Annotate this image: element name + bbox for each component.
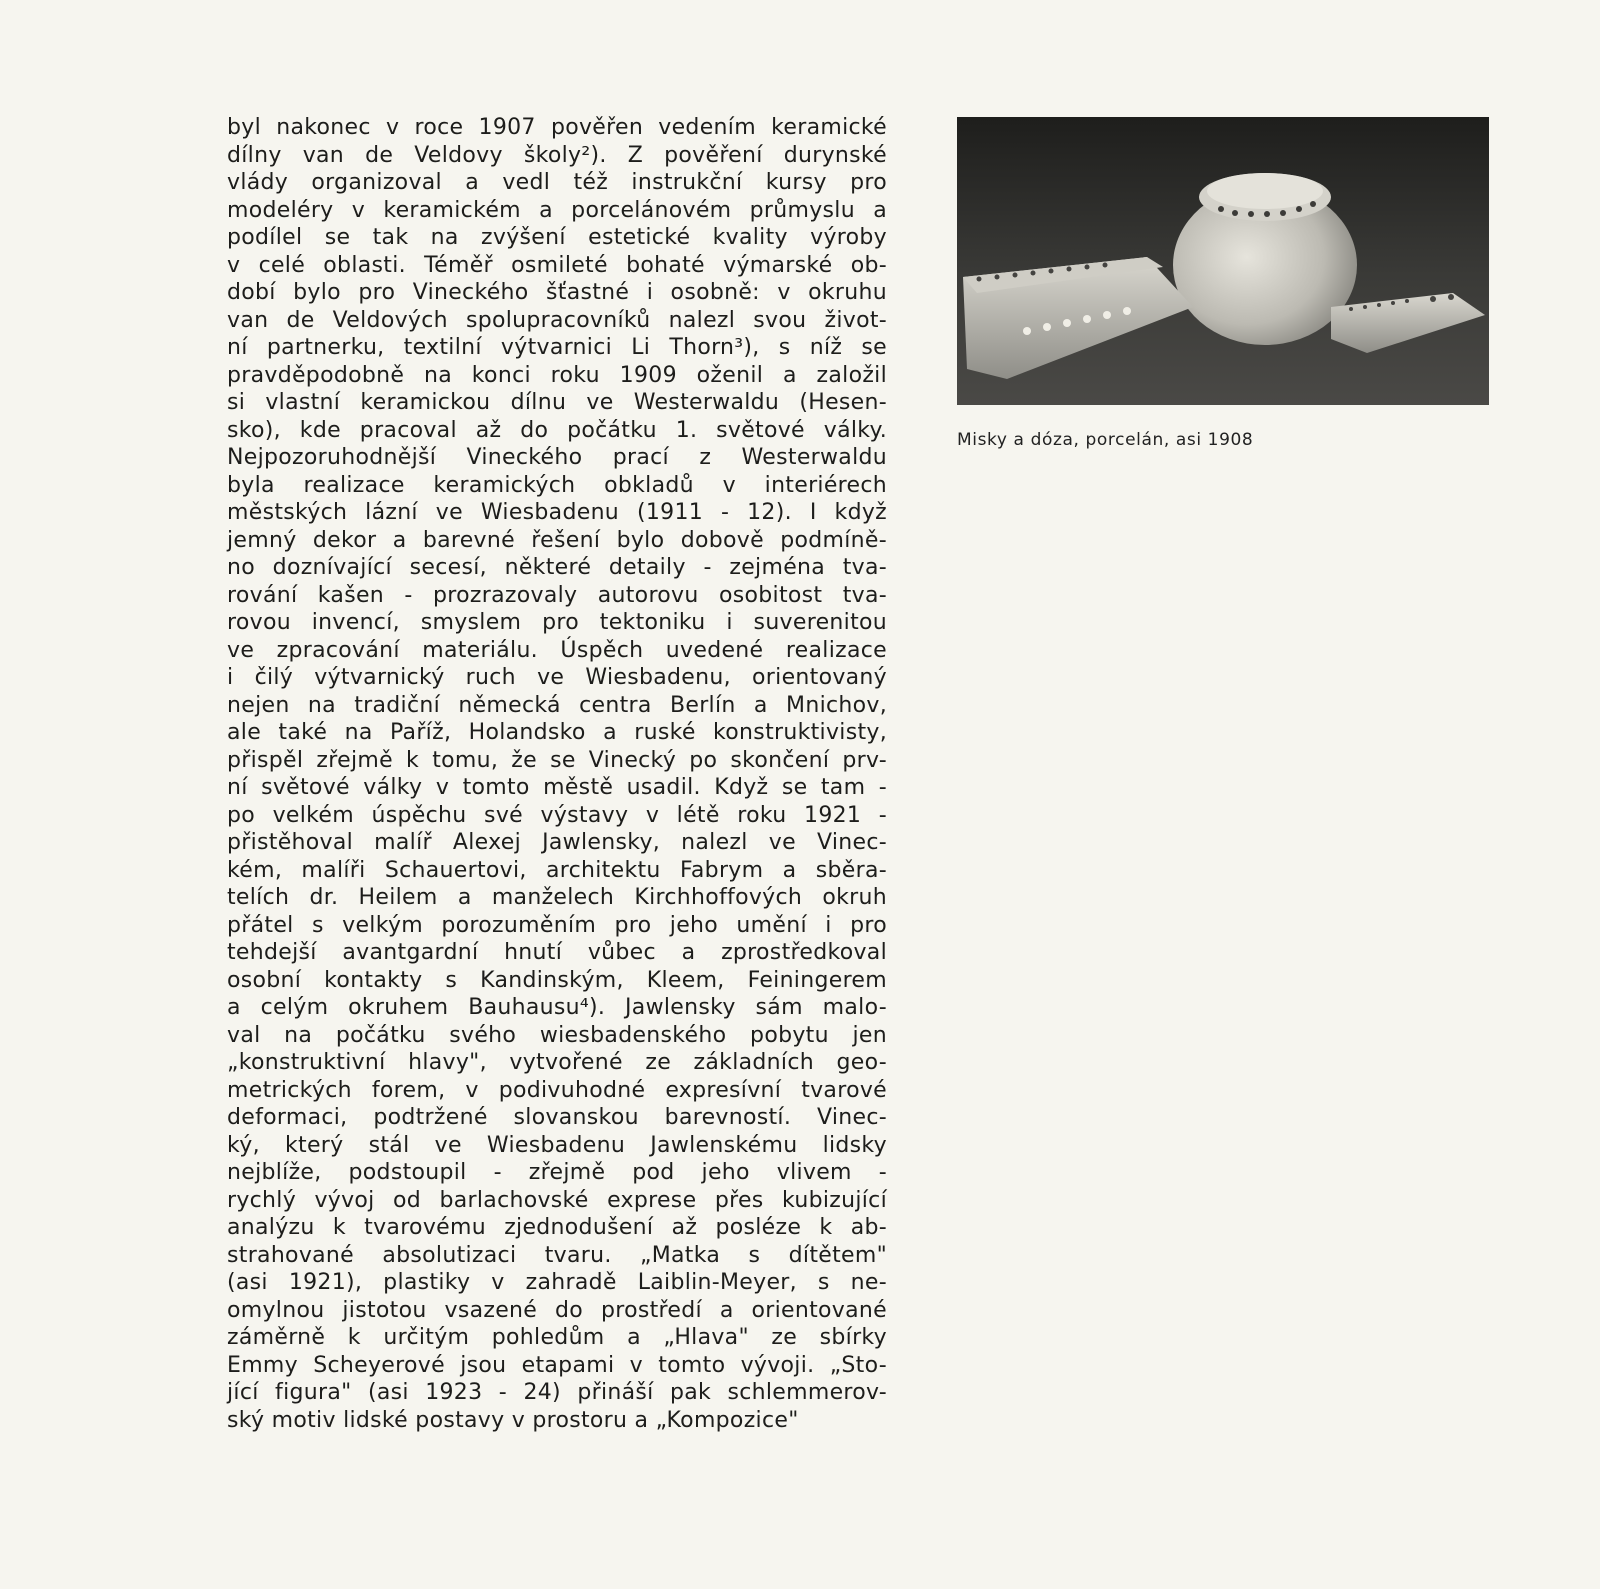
text-line: dílny van de Veldovy školy²). Z pověření durynské [227, 142, 887, 168]
text-line: a celým okruhem Bauhausu⁴). Jawlensky sám malo- [227, 995, 887, 1020]
text-line: ale také na Paříž, Holandsko a ruské konstruktivisty, [227, 720, 887, 745]
text-line: no doznívající secesí, některé detaily - zejména tva- [227, 555, 887, 580]
text-line: přistěhoval malíř Alexej Jawlensky, nalezl ve Vinec- [227, 830, 887, 855]
text-line: pravděpodobně na konci roku 1909 oženil a založil [227, 362, 887, 388]
text-line: ký, který stál ve Wiesbadenu Jawlenskému lidsky [227, 1132, 887, 1158]
porcelain-photo-drawing [957, 117, 1489, 405]
text-line: telích dr. Heilem a manželech Kirchhoffových okruh [227, 885, 887, 910]
text-line: přispěl zřejmě k tomu, že se Vinecký po skončení prv- [227, 747, 887, 773]
text-line: Nejpozoruhodnější Vineckého prací z Westerwaldu [227, 445, 887, 470]
text-line: rychlý vývoj od barlachovské exprese přes kubizující [227, 1187, 887, 1213]
text-line: strahované absolutizaci tvaru. „Matka s dítětem" [227, 1242, 887, 1268]
text-line: van de Veldových spolupracovníků nalezl svou život- [227, 307, 887, 333]
text-line: analýzu k tvarovému zjednodušení až posléze k ab- [227, 1215, 887, 1240]
text-line: val na počátku svého wiesbadenského pobytu jen [227, 1022, 887, 1048]
text-line: Emmy Scheyerové jsou etapami v tomto vývoji. „Sto- [227, 1352, 887, 1378]
text-line: přátel s velkým porozuměním pro jeho umění i pro [227, 912, 887, 938]
text-line: záměrně k určitým pohledům a „Hlava" ze sbírky [227, 1325, 887, 1350]
text-line: rovou invencí, smyslem pro tektoniku i suverenitou [227, 610, 887, 635]
text-line: kém, malíři Schauertovi, architektu Fabrym a sběra- [227, 857, 887, 883]
text-line: osobní kontakty s Kandinským, Kleem, Feiningerem [227, 967, 887, 993]
text-line: vlády organizoval a vedl též instrukční kursy pro [227, 170, 887, 195]
text-line: byla realizace keramických obkladů v interiérech [227, 472, 887, 498]
text-line: městských lázní ve Wiesbadenu (1911 - 12). I když [227, 500, 887, 525]
text-line: ský motiv lidské postavy v prostoru a „Kompozice" [227, 1407, 799, 1433]
figure-caption: Misky a dóza, porcelán, asi 1908 [957, 430, 1254, 450]
text-line: (asi 1921), plastiky v zahradě Laiblin-Meyer, s ne- [227, 1270, 887, 1295]
text-line: ve zpracování materiálu. Úspěch uvedené realizace [227, 637, 887, 663]
porcelain-photo [957, 117, 1489, 405]
text-line: podílel se tak na zvýšení estetické kvality výroby [227, 225, 887, 250]
text-line: si vlastní keramickou dílnu ve Westerwaldu (Hesen- [227, 390, 887, 415]
text-line: sko), kde pracoval až do počátku 1. světové války. [227, 417, 887, 443]
text-line: modeléry v keramickém a porcelánovém průmyslu a [227, 197, 887, 223]
text-line: omylnou jistotou vsazené do prostředí a orientované [227, 1297, 887, 1323]
text-column [227, 114, 887, 1434]
text-line: ní partnerku, textilní výtvarnici Li Thorn³), s níž se [227, 335, 887, 360]
text-line: i čilý výtvarnický ruch ve Wiesbadenu, orientovaný [227, 665, 887, 690]
text-line: nejen na tradiční německá centra Berlín a Mnichov, [227, 692, 887, 718]
text-line: rování kašen - prozrazovaly autorovu osobitost tva- [227, 582, 887, 608]
text-line: ní světové války v tomto městě usadil. Když se tam - [227, 775, 887, 800]
text-line: jemný dekor a barevné řešení bylo dobově podmíně- [227, 527, 887, 553]
text-line: byl nakonec v roce 1907 pověřen vedením keramické [227, 115, 887, 140]
text-line: metrických forem, v podivuhodné expresívní tvarové [227, 1077, 887, 1103]
text-line: nejblíže, podstoupil - zřejmě pod jeho vlivem - [227, 1160, 887, 1185]
text-line: deformaci, podtržené slovanskou barevností. Vinec- [227, 1105, 887, 1130]
text-line: jící figura" (asi 1923 - 24) přináší pak schlemmerov- [227, 1380, 887, 1405]
text-line: dobí bylo pro Vineckého šťastné i osobně: v okruhu [227, 280, 887, 305]
text-line: „konstruktivní hlavy", vytvořené ze základních geo- [227, 1050, 887, 1075]
text-line: tehdejší avantgardní hnutí vůbec a zprostředkoval [227, 940, 887, 965]
text-line: po velkém úspěchu své výstavy v létě roku 1921 - [227, 802, 887, 828]
text-line: v celé oblasti. Téměř osmileté bohaté výmarské ob- [227, 252, 887, 278]
